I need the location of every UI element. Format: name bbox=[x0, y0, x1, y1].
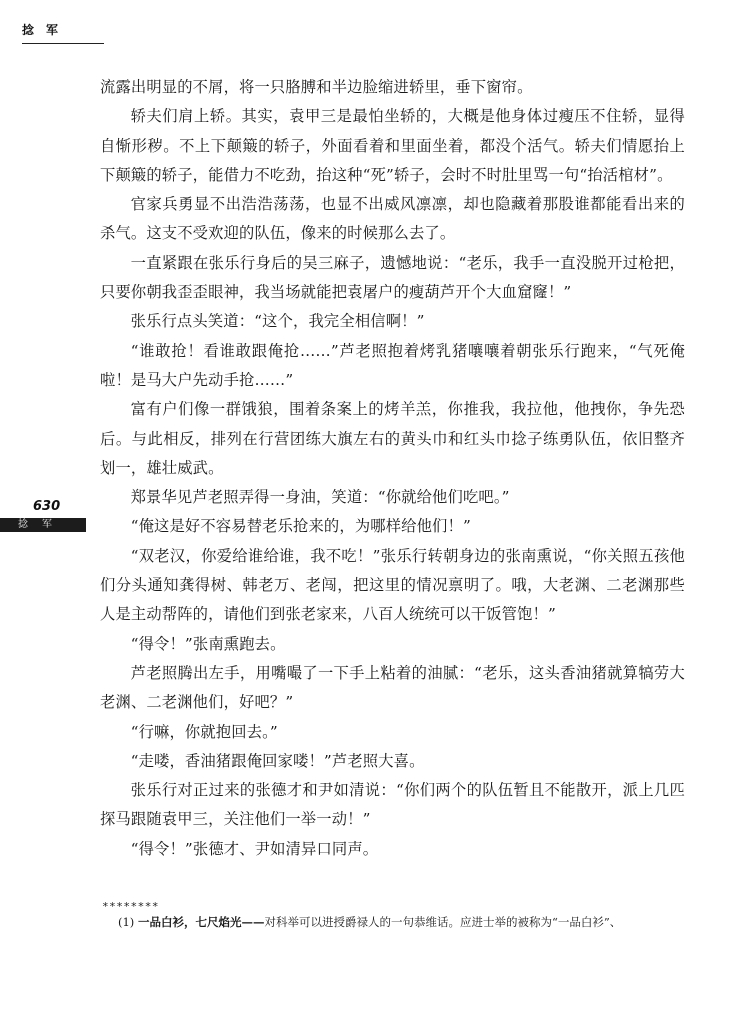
paragraph: 轿夫们肩上轿。其实，袁甲三是最怕坐轿的，大概是他身体过瘦压不住轿，显得自惭形秽。不上下颠簸的轿子，外面看着和里面坐着，都没个活气。轿夫们情愿抬上下颠簸的轿子，能借力不吃劲，抬这种“死”轿子，会时不时肚里骂一句“抬活棺材”。 bbox=[100, 107, 685, 184]
header-rule bbox=[22, 43, 104, 44]
paragraph: 张乐行对正过来的张德才和尹如清说：“你们两个的队伍暂且不能散开，派上几匹探马跟随袁甲三，关注他们一举一动！” bbox=[100, 781, 685, 829]
running-header bbox=[22, 22, 104, 38]
paragraph: 富有户们像一群饿狼，围着条案上的烤羊羔，你推我，我拉他，他拽你，争先恐后。与此相反，排列在行营团练大旗左右的黄头巾和红头巾捻子练勇队伍，依旧整齐划一，雄壮威武。 bbox=[100, 400, 685, 477]
paragraph: 流露出明显的不屑，将一只胳膊和半边脸缩进轿里，垂下窗帘。 bbox=[100, 78, 533, 96]
side-tab-label: 捻军 bbox=[0, 518, 86, 532]
paragraph: 郑景华见芦老照弄得一身油，笑道：“你就给他们吃吧。” bbox=[130, 488, 510, 507]
paragraph: 张乐行点头笑道：“这个，我完全相信啊！” bbox=[130, 312, 425, 331]
paragraph: “走喽，香油猪跟俺回家喽！”芦老照大喜。 bbox=[130, 751, 425, 770]
footnote bbox=[118, 914, 708, 930]
paragraph: 官家兵勇显不出浩浩荡荡，也显不出威风凛凛，却也隐藏着那股谁都能看出来的杀气。这支不受欢迎的队伍，像来的时候那么去了。 bbox=[100, 195, 685, 243]
footnote-number: (1) bbox=[118, 915, 135, 929]
header-title: 捻军 bbox=[22, 23, 71, 37]
paragraph: “得令！”张德才、尹如清异口同声。 bbox=[130, 839, 379, 858]
page-number: 630 bbox=[33, 499, 61, 514]
paragraph: “俺这是好不容易替老乐抢来的，为哪样给他们！” bbox=[130, 517, 471, 536]
paragraph: 一直紧跟在张乐行身后的吴三麻子，遗憾地说：“老乐，我手一直没脱开过枪把，只要你朝我歪歪眼神，我当场就能把袁屠户的瘦葫芦开个大血窟窿！” bbox=[100, 253, 685, 302]
paragraph: “谁敢抢！看谁敢跟俺抢……”芦老照抱着烤乳猪嚷嚷着朝张乐行跑来，“气死俺啦！是马大户先动手抢……” bbox=[100, 341, 685, 389]
footnote-separator: ******** bbox=[102, 900, 159, 913]
paragraph: “得令！”张南熏跑去。 bbox=[130, 634, 286, 653]
paragraph: “双老汉，你爱给谁给谁，我不吃！”张乐行转朝身边的张南熏说，“你关照五孩他们分头通知龚得树、韩老万、老闯，把这里的情况禀明了。哦，大老渊、二老渊那些人是主动帮阵的，请他们到张老家来，八百人统统可以干饭管饱！” bbox=[100, 546, 685, 624]
footnote-term: 一品白衫，七尺焰光—— bbox=[137, 915, 265, 929]
paragraph: “行嘛，你就抱回去。” bbox=[130, 722, 278, 741]
body-text bbox=[100, 73, 685, 864]
paragraph: 芦老照腾出左手，用嘴嘬了一下手上粘着的油腻：“老乐，这头香油猪就算犒劳大老渊、二老渊他们，好吧？” bbox=[100, 663, 685, 712]
footnote-text: 对科举可以进授爵禄人的一句恭维话。应进士举的被称为“一品白衫”、 bbox=[264, 915, 622, 929]
